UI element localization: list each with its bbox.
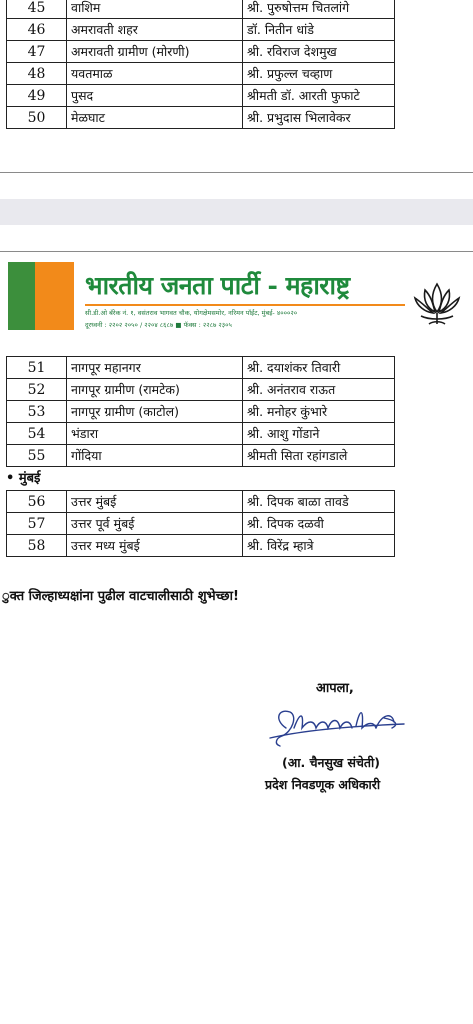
handwritten-signature-icon (264, 698, 414, 750)
president-name: श्री. प्रभुदास भिलावेकर (243, 107, 395, 129)
row-number: 49 (7, 85, 67, 107)
table-row (7, 63, 395, 85)
president-name: श्री. विरेंद्र म्हात्रे (243, 535, 395, 557)
president-name: श्री. प्रफुल्ल चव्हाण (243, 63, 395, 85)
row-number: 45 (7, 0, 67, 19)
table-row (7, 107, 395, 129)
president-name: श्री. दयाशंकर तिवारी (243, 357, 395, 379)
row-number: 58 (7, 535, 67, 557)
letterhead-underline (85, 304, 405, 306)
page-divider (0, 172, 473, 173)
table-row (7, 513, 395, 535)
row-number: 48 (7, 63, 67, 85)
district-name: अमरावती ग्रामीण (मोरणी) (67, 41, 243, 63)
district-table-mumbai (6, 490, 395, 557)
district-name: वाशिम (67, 0, 243, 19)
table-row (7, 0, 395, 19)
district-name: नागपूर ग्रामीण (रामटेक) (67, 379, 243, 401)
table-row (7, 445, 395, 467)
president-name: श्री. अनंतराव राऊत (243, 379, 395, 401)
district-name: उत्तर मध्य मुंबई (67, 535, 243, 557)
president-name: श्री. रविराज देशमुख (243, 41, 395, 63)
president-name: श्री. दिपक दळवी (243, 513, 395, 535)
table-row (7, 423, 395, 445)
president-name: श्रीमती सिता रहांगडाले (243, 445, 395, 467)
document-page-2 (0, 252, 473, 1024)
table-row (7, 535, 395, 557)
table-row (7, 379, 395, 401)
flag-orange-band (35, 262, 74, 330)
table-row (7, 41, 395, 63)
district-name: भंडारा (67, 423, 243, 445)
row-number: 51 (7, 357, 67, 379)
row-number: 56 (7, 491, 67, 513)
district-name: उत्तर पूर्व मुंबई (67, 513, 243, 535)
table-row (7, 85, 395, 107)
row-number: 46 (7, 19, 67, 41)
district-table-nagpur (6, 356, 395, 467)
district-name: मेळघाट (67, 107, 243, 129)
section-heading-mumbai: • मुंबई (6, 471, 41, 486)
district-name: अमरावती शहर (67, 19, 243, 41)
wishes-text: ुक्त जिल्हाध्यक्षांना पुढील वाटचालीसाठी शुभेच्छा! (2, 589, 239, 604)
table-row (7, 357, 395, 379)
signature-closing: आपला, (316, 681, 354, 696)
president-name: श्री. मनोहर कुंभारे (243, 401, 395, 423)
president-name: डॉ. नितीन धांडे (243, 19, 395, 41)
district-name: यवतमाळ (67, 63, 243, 85)
lotus-logo-icon (411, 276, 463, 328)
district-name: उत्तर मुंबई (67, 491, 243, 513)
table-row (7, 491, 395, 513)
document-page-1 (0, 0, 473, 172)
row-number: 53 (7, 401, 67, 423)
flag-green-band (8, 262, 35, 330)
president-name: श्रीमती डॉ. आरती फुफाटे (243, 85, 395, 107)
district-name: नागपूर ग्रामीण (काटोल) (67, 401, 243, 423)
row-number: 57 (7, 513, 67, 535)
signatory-name: (आ. चैनसुख संचेती) (282, 755, 380, 770)
party-name: भारतीय जनता पार्टी - महाराष्ट्र (85, 271, 350, 300)
table-row (7, 19, 395, 41)
district-name: नागपूर महानगर (67, 357, 243, 379)
president-name: श्री. दिपक बाळा तावडे (243, 491, 395, 513)
letterhead-phone: दूरध्वनी : २२०२ २०५० / २२०४ ८६८७ ■ फॅक्स : २२८७ २३०५ (85, 321, 232, 329)
row-number: 50 (7, 107, 67, 129)
table-row (7, 401, 395, 423)
president-name: श्री. आशु गोंडाने (243, 423, 395, 445)
row-number: 52 (7, 379, 67, 401)
signatory-title: प्रदेश निवडणूक अधिकारी (265, 777, 381, 792)
row-number: 55 (7, 445, 67, 467)
district-name: पुसद (67, 85, 243, 107)
page-gap (0, 199, 473, 225)
district-name: गोंदिया (67, 445, 243, 467)
president-name: श्री. पुरुषोत्तम चितलांगे (243, 0, 395, 19)
row-number: 54 (7, 423, 67, 445)
letterhead-address: सी.डी.ओ बॅरेक नं. १, वसंतराव भागवत चौक, योगक्षेमसमोर, नरिमन पॉईंट, मुंबई- ४०००२० (85, 309, 298, 317)
district-table-top (6, 0, 395, 129)
row-number: 47 (7, 41, 67, 63)
